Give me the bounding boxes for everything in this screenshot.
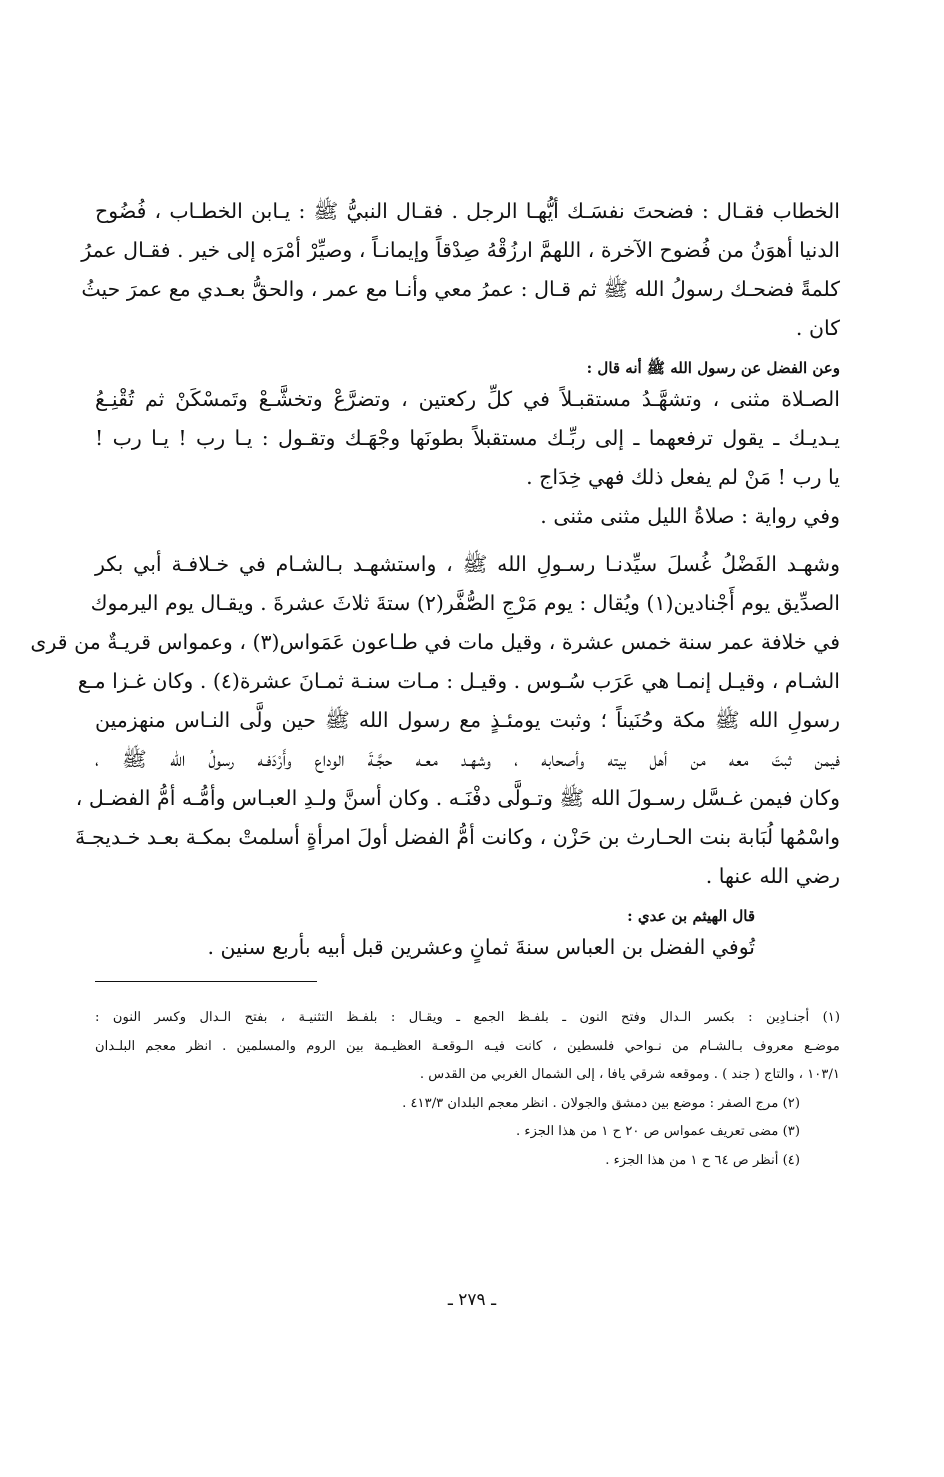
footnote-3: (٣) مضى تعريف عمواس ص ٢٠ ح ١ من هذا الجزء . [516, 1124, 800, 1139]
page-body [30, 192, 840, 1175]
text-line: الشـام ، وقيـل إنمـا هي عَرَب سُـوس . وقيـل : مـات سنـة ثمـانَ عشرة(٤) . وكان غـزا مـع [77, 669, 840, 693]
text-line: الخطاب فقـال : فضحتَ نفسَـك أيُّهـا الرجل . فقـال النبيُّ ﷺ : يـابن الخطـاب ، فُضُوح [95, 199, 840, 223]
text-line: الصـلاة مثنى ، وتشهَّـدُ مستقبـلاً في كلِّ ركعتين ، وتضرَّعْ وتخشَّـعْ وتَمسْكَنْ ثم تُقْنِـعُ [95, 387, 840, 411]
text-line: في خلافة عمر سنة خمس عشرة ، وقيل مات في طـاعون عَمَواس(٣) ، وعمواس قريـةٌ من قرى [30, 630, 840, 654]
text-line: رسولِ الله ﷺ مكة وحُنَيناً ؛ وثبت يومئـذٍ مع رسول الله ﷺ حين ولَّى النـاس منهزمين [95, 708, 840, 732]
text-line: وشهـد الفَضْلُ غُسلَ سيِّدنـا رسـولِ الله ﷺ ، واستشهـد بـالشـام في خـلافـة أبي بكر [95, 552, 840, 576]
text-line: الصدِّيق يوم أَجْنادين(١) ويُقال : يوم مَرْجِ الصُّفَّر(٢) ستةَ ثلاثَ عشرةَ . ويقـال يوم اليرموك [90, 591, 840, 615]
text-line: فيمن ثبتَ معه من أهل بيته وأصحابه ، وشهـد معـه حجَّـةَ الوداع وأَرْدَفـه رسولُ الله ﷺ ، [95, 747, 840, 771]
footnote-1-line: (١) أجنـادِين : بكسر الـدال وفتح النون ـ بلفـظ الجمع ـ ويقـال : بلفـظ التثنيـة ، بفتح الـدال وكسر النون : [95, 1010, 840, 1025]
footnote-4: (٤) أنظر ص ٦٤ ح ١ من هذا الجزء . [605, 1152, 800, 1168]
text-line: كلمةً فضحـك رسولُ الله ﷺ ثم قـال : عمرُ معي وأنـا مع عمر ، والحقُّ بعـدي مع عمرَ حيثُ [81, 277, 840, 301]
text-line: واسْمُها لُبَابة بنت الحـارث بن حَزْن ، وكانت أمُّ الفضل أولَ امرأةٍ أسلمتْ بمكـة بعـد خـديجـةَ [75, 825, 840, 849]
paragraph-2 [30, 545, 840, 896]
riwaya-line: وفي رواية : صلاةُ الليل مثنى مثنى . [540, 504, 840, 528]
footnote-divider [95, 981, 317, 982]
paragraph-1 [81, 192, 840, 348]
footnotes [95, 1004, 840, 1175]
footnote-1-line: موضـع معروف بـالشـام من نـواحي فلسطين ، كانت فيـه الـوقعـة العظيـمة بين الروم والمسلمين . انظر معجم البلـدان [95, 1038, 840, 1054]
section-heading: قال الهيثم بن عدي : [627, 907, 755, 925]
footnote-2: (٢) مرج الصفر : موضع بين دمشق والجولان . انظر معجم البلدان ٤١٣/٣ . [402, 1095, 800, 1111]
text-line: الدنيا أهوَنُ من فُضوح الآخرة ، اللهمَّ ارزُقْهُ صِدْقاً وإيمانـاً ، وصيِّرْ أمْرَه إلى خير . فقـال عمرُ [81, 238, 840, 262]
hadith-text [95, 380, 840, 536]
quote-line: تُوفي الفضل بن العباس سنةَ ثمانٍ وعشرين قبل أبيه بأربع سنين . [207, 935, 755, 959]
text-line: رضي الله عنها . [705, 864, 840, 888]
footnote-1-line: ١٠٣/١ ، والتاج ( جند ) . وموقعه شرقي يافا ، إلى الشمال الغربي من القدس . [419, 1067, 840, 1082]
text-line: كان . [795, 316, 840, 340]
text-line: يا رب ! مَنْ لم يفعل ذلك فهي خِدَاج . [526, 465, 840, 489]
text-line: وكان فيمن غـسَّل رسـولَ الله ﷺ وتـولَّى دفْنَـه . وكان أسنَّ ولـدِ العبـاس وأمُّـه أمُّ الفضـل ، [75, 786, 840, 810]
page-number: ـ ٢٧٩ ـ [447, 1290, 497, 1310]
section-heading: وعن الفضل عن رسول الله ﷺ أنه قال : [586, 359, 840, 377]
text-line: يـديـك ـ يقول ترفعهما ـ إلى ربِّـك مستقبلاً بطونَها وجْهَـك وتقـول : يـا رب ! يـا رب ! [95, 426, 840, 450]
